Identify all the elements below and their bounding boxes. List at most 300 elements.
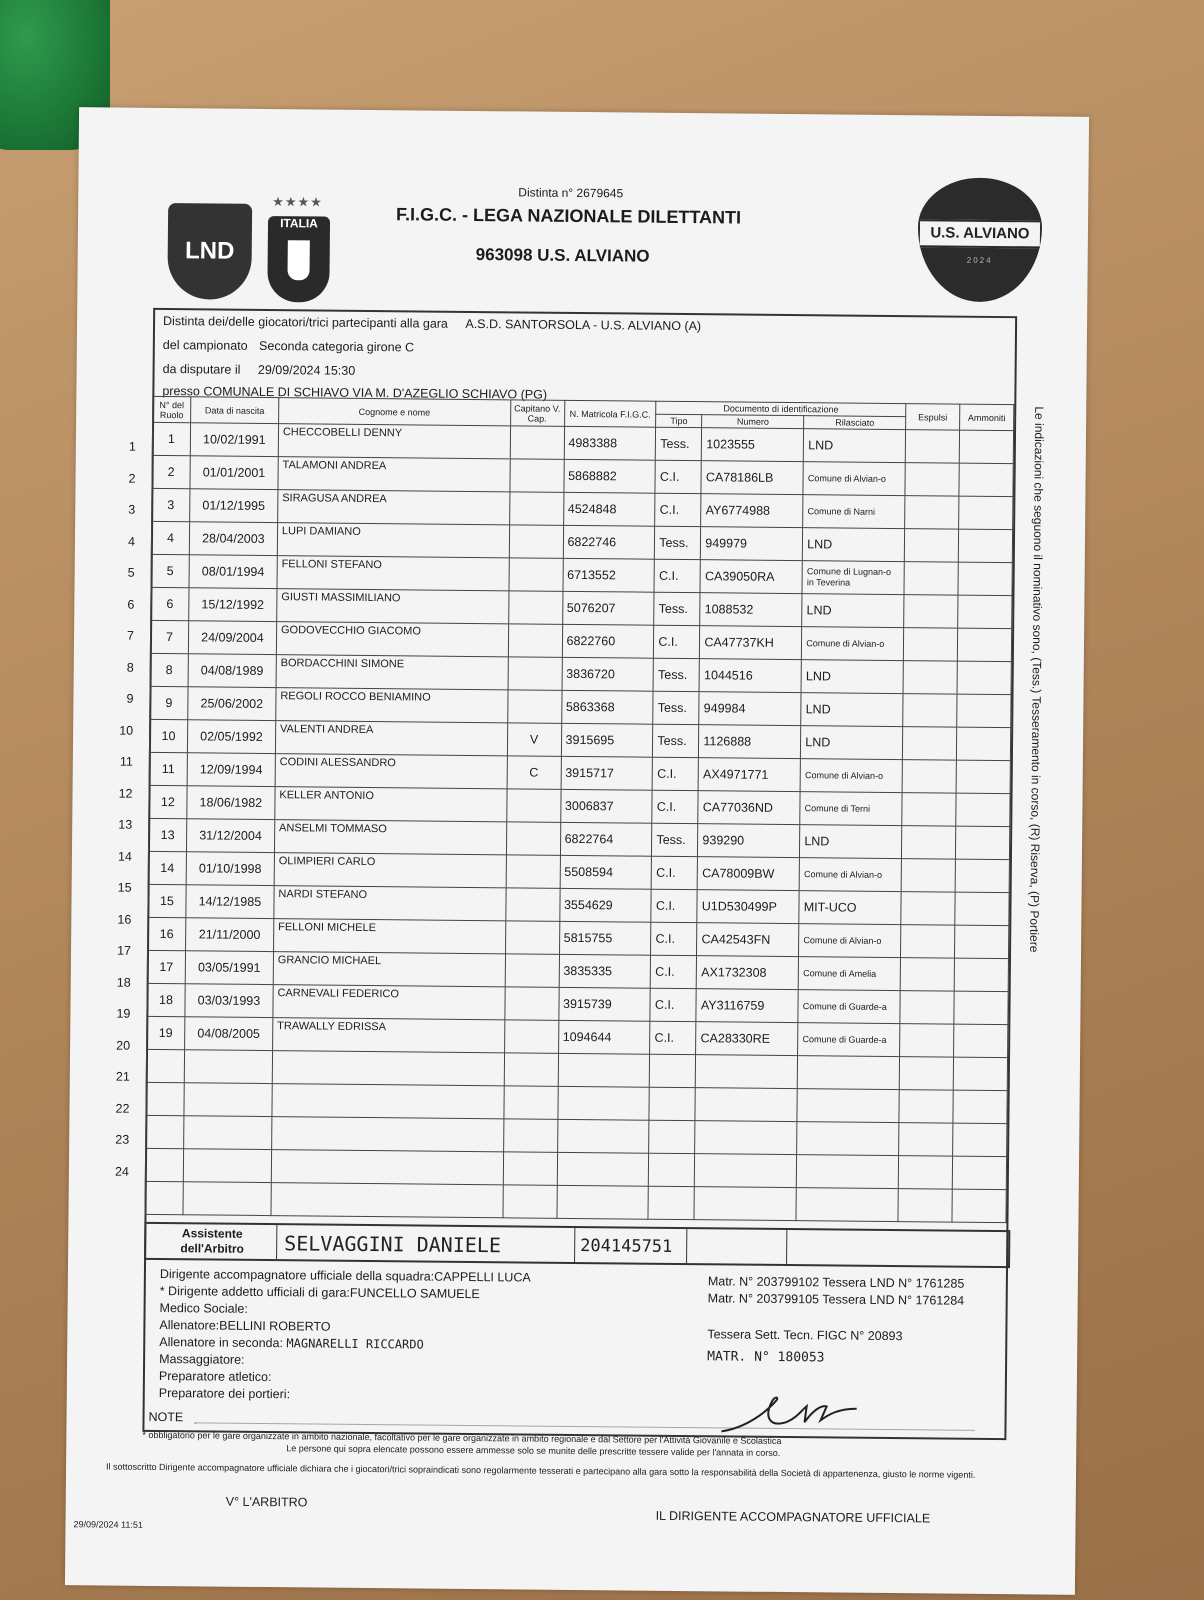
cell-capitano <box>507 690 561 724</box>
cell-nome: NARDI STEFANO <box>274 886 506 921</box>
col-tipo: Tipo <box>656 414 702 427</box>
staff-portieri: Preparatore dei portieri: <box>158 1386 291 1402</box>
cell-ruolo: 15 <box>148 884 186 917</box>
cell-nome: FELLONI MICHELE <box>273 919 505 954</box>
cell-rilasciato <box>797 1056 899 1090</box>
cell-espulsi <box>902 727 956 761</box>
staff-atletico: Preparatore atletico: <box>158 1369 272 1385</box>
cell-ammoniti <box>953 1123 1007 1157</box>
cell-nascita: 15/12/1992 <box>189 588 277 622</box>
cell-nascita: 01/10/1998 <box>186 852 274 886</box>
cell-ammoniti <box>953 1057 1007 1091</box>
print-timestamp: 29/09/2024 11:51 <box>73 1519 143 1530</box>
cell-ammoniti <box>956 727 1010 761</box>
cell-ruolo: 8 <box>150 653 188 686</box>
cell-rilasciato: Comune di Narni <box>803 495 905 529</box>
assistant-divider-3 <box>686 1229 687 1263</box>
cell-nome <box>271 1183 503 1218</box>
cell-tipo: C.I. <box>652 757 698 790</box>
cell-capitano <box>504 1053 558 1087</box>
cell-espulsi <box>905 463 959 497</box>
cell-ammoniti <box>957 661 1011 695</box>
cell-numero <box>695 1121 797 1155</box>
cell-espulsi <box>900 958 954 992</box>
cell-nome <box>272 1051 504 1086</box>
cell-ruolo: 9 <box>150 686 188 719</box>
cell-ruolo: 17 <box>147 950 185 983</box>
cell-nome: ANSELMI TOMMASO <box>274 820 506 855</box>
staff-matr <box>708 1273 965 1309</box>
cell-tipo: C.I. <box>654 625 700 658</box>
cell-matricola: 6822760 <box>562 624 654 658</box>
cell-capitano <box>505 954 559 988</box>
cell-tipo <box>649 1087 695 1120</box>
row-number: 13 <box>118 817 133 832</box>
distinta-sheet <box>65 107 1089 1595</box>
cell-espulsi <box>900 1024 954 1058</box>
cell-capitano <box>506 855 560 889</box>
cell-ruolo <box>146 1049 184 1082</box>
lnd-logo-text: LND <box>184 237 235 265</box>
cell-nome: GIUSTI MASSIMILIANO <box>277 589 509 624</box>
cell-matricola: 3836720 <box>562 657 654 691</box>
stars-icon: ★★★★ <box>272 194 323 210</box>
cell-nascita: 03/05/1991 <box>185 951 273 985</box>
cell-espulsi <box>899 1090 953 1124</box>
match-value: A.S.D. SANTORSOLA - U.S. ALVIANO (A) <box>465 316 702 334</box>
cell-nome: CHECCOBELLI DENNY <box>278 424 510 459</box>
cell-matricola: 6822746 <box>563 525 655 559</box>
staff-medico: Medico Sociale: <box>159 1301 248 1316</box>
cell-matricola: 4983388 <box>564 426 656 460</box>
row-number: 5 <box>127 565 135 580</box>
cell-numero: AY6774988 <box>701 494 803 528</box>
row-number: 2 <box>128 471 136 486</box>
cell-ammoniti <box>955 826 1009 860</box>
cell-ruolo <box>145 1181 183 1214</box>
cell-rilasciato: LND <box>801 693 903 727</box>
cell-tipo: Tess. <box>654 592 700 625</box>
cell-numero: 1023555 <box>702 428 804 462</box>
cell-nome: LUPI DAMIANO <box>277 523 509 558</box>
row-number: 16 <box>117 912 132 927</box>
cell-capitano <box>508 624 562 658</box>
championship-value: Seconda categoria girone C <box>259 338 415 355</box>
cell-tipo: Tess. <box>653 724 699 757</box>
cell-tipo: Tess. <box>656 427 702 460</box>
cell-nascita: 04/08/2005 <box>185 1017 273 1051</box>
col-capitano: Capitano V. Cap. <box>510 400 564 427</box>
cell-espulsi <box>903 694 957 728</box>
cell-nascita: 28/04/2003 <box>189 522 277 556</box>
row-number: 1 <box>128 439 136 454</box>
note-sottoscritto: Il sottoscritto Dirigente accompagnatore ufficiale dichiara che i giocatori/trici sopraindicati sono regolarmente tesserati e partecipano alla gara sotto la responsabilità della Società di appartenenza, giusto le norme vigenti. <box>106 1461 976 1480</box>
cell-rilasciato: Comune di Guarde-a <box>798 1023 900 1057</box>
cell-ammoniti <box>956 793 1010 827</box>
cell-ammoniti <box>958 595 1012 629</box>
cell-rilasciato: LND <box>801 726 903 760</box>
assistant-divider-2 <box>574 1228 575 1262</box>
cell-ammoniti <box>954 1024 1008 1058</box>
cell-matricola: 5868882 <box>563 459 655 493</box>
cell-nascita: 14/12/1985 <box>186 885 274 919</box>
cell-rilasciato: MIT-UCO <box>799 891 901 925</box>
cell-capitano: C <box>507 756 561 790</box>
cell-ammoniti <box>959 463 1013 497</box>
cell-rilasciato <box>797 1155 899 1189</box>
assistant-name: SELVAGGINI DANIELE <box>284 1231 502 1258</box>
row-number: 10 <box>119 723 134 738</box>
cell-rilasciato: LND <box>803 528 905 562</box>
document-title: F.I.G.C. - LEGA NAZIONALE DILETTANTI <box>396 204 742 228</box>
cell-espulsi <box>905 430 959 464</box>
cell-rilasciato: Comune di Alvian-o <box>799 924 901 958</box>
cell-rilasciato: LND <box>800 825 902 859</box>
cell-espulsi <box>903 661 957 695</box>
cell-capitano <box>509 492 563 526</box>
signature-icon <box>716 1391 866 1438</box>
cell-espulsi <box>901 892 955 926</box>
date-line <box>163 362 356 378</box>
cell-tipo: C.I. <box>651 922 697 955</box>
cell-capitano <box>509 558 563 592</box>
cell-nascita <box>183 1149 271 1183</box>
cell-rilasciato: Comune di Terni <box>800 792 902 826</box>
cell-matricola: 3915739 <box>558 987 650 1021</box>
row-number: 7 <box>127 628 135 643</box>
cell-capitano <box>503 1185 557 1219</box>
note-persone: Le persone qui sopra elencate possono essere ammesse solo se munite delle prescritte tessere valide per l'annata in corso. <box>286 1443 781 1458</box>
cell-rilasciato <box>797 1122 899 1156</box>
col-ruolo: N° del Ruolo <box>153 396 191 422</box>
cell-ruolo: 11 <box>149 752 187 785</box>
cell-ammoniti <box>955 859 1009 893</box>
cell-tipo <box>649 1153 695 1186</box>
cell-espulsi <box>901 859 955 893</box>
lnd-logo <box>167 203 252 300</box>
assistant-number: 204145751 <box>580 1236 673 1257</box>
cell-tipo: Tess. <box>655 526 701 559</box>
cell-nome: FELLONI STEFANO <box>277 556 509 591</box>
cell-ruolo: 19 <box>147 1016 185 1049</box>
cell-rilasciato: LND <box>801 660 903 694</box>
cell-ammoniti <box>954 991 1008 1025</box>
cell-espulsi <box>898 1156 952 1190</box>
cell-espulsi <box>899 1123 953 1157</box>
club-logo-text: U.S. ALVIANO <box>920 219 1040 248</box>
row-number: 19 <box>116 1006 131 1021</box>
cell-ruolo: 6 <box>151 587 189 620</box>
cell-tipo: C.I. <box>650 988 696 1021</box>
cell-nome: GODOVECCHIO GIACOMO <box>276 622 508 657</box>
col-matricola: N. Matricola F.I.G.C. <box>564 400 656 427</box>
cell-ruolo <box>146 1082 184 1115</box>
cell-numero: 1044516 <box>699 659 801 693</box>
cell-capitano <box>510 426 564 460</box>
cell-numero <box>694 1187 796 1221</box>
distinta-number: Distinta n° 2679645 <box>518 185 624 201</box>
assistant-label: Assistente dell'Arbitro <box>180 1226 244 1256</box>
cell-matricola: 5863368 <box>561 690 653 724</box>
cell-matricola: 1094644 <box>558 1020 650 1054</box>
matr-2: Matr. N° 203799105 Tessera LND N° 1761284 <box>707 1291 965 1308</box>
cell-nome: TALAMONI ANDREA <box>278 457 510 492</box>
cell-nascita <box>184 1050 272 1084</box>
cell-capitano <box>506 822 560 856</box>
cell-nascita <box>184 1083 272 1117</box>
cell-tipo: C.I. <box>655 460 701 493</box>
cell-rilasciato: LND <box>802 594 904 628</box>
cell-espulsi <box>904 562 958 596</box>
col-nome: Cognome e nome <box>278 398 510 426</box>
cell-espulsi <box>902 760 956 794</box>
cell-ruolo: 14 <box>148 851 186 884</box>
cell-matricola <box>556 1185 648 1219</box>
cell-ammoniti <box>956 760 1010 794</box>
cell-espulsi <box>899 1057 953 1091</box>
cell-ruolo: 1 <box>152 422 190 455</box>
cell-numero: 939290 <box>698 824 800 858</box>
row-number: 8 <box>126 660 134 675</box>
cell-capitano <box>504 987 558 1021</box>
matr-handwritten: MATR. N° 180053 <box>707 1349 825 1366</box>
dirigente-sign: IL DIRIGENTE ACCOMPAGNATORE UFFICIALE <box>655 1508 931 1526</box>
cell-numero: CA42543FN <box>697 923 799 957</box>
col-rilasciato: Rilasciato <box>804 416 906 430</box>
cell-nascita: 04/08/1989 <box>188 654 276 688</box>
cell-ruolo: 16 <box>148 917 186 950</box>
row-number: 24 <box>114 1164 129 1179</box>
cell-nome <box>272 1084 504 1119</box>
cell-espulsi <box>903 628 957 662</box>
cell-capitano <box>504 1020 558 1054</box>
col-espulsi: Espulsi <box>906 404 960 431</box>
cell-matricola: 3915717 <box>561 756 653 790</box>
cell-matricola: 3915695 <box>561 723 653 757</box>
col-documento: Documento di identificazione <box>656 401 906 416</box>
cell-tipo <box>649 1120 695 1153</box>
cell-nascita <box>183 1182 271 1216</box>
cell-nascita: 02/05/1992 <box>187 720 275 754</box>
cell-matricola <box>557 1152 649 1186</box>
side-note: Le indicazioni che seguono il nominativo sono, (Tess.) Tesseramento in corso, (R) Riserva, (P) Portiere <box>1027 406 1047 953</box>
cell-ruolo: 5 <box>151 554 189 587</box>
cell-ammoniti <box>958 529 1012 563</box>
row-number: 22 <box>115 1101 130 1116</box>
cell-tipo <box>650 1054 696 1087</box>
venue-line: presso COMUNALE DI SCHIAVO VIA M. D'AZEGLIO SCHIAVO (PG) <box>162 383 548 402</box>
cell-capitano <box>503 1119 557 1153</box>
cell-numero: CA28330RE <box>696 1022 798 1056</box>
cell-espulsi <box>902 793 956 827</box>
cell-matricola <box>558 1053 650 1087</box>
cell-tipo: Tess. <box>653 691 699 724</box>
cell-rilasciato: Comune di Alvian-o <box>803 462 905 496</box>
cell-nascita: 24/09/2004 <box>188 621 276 655</box>
cell-numero: 1088532 <box>700 593 802 627</box>
staff-dirigente: Dirigente accompagnatore ufficiale della squadra:CAPPELLI LUCA <box>159 1267 531 1285</box>
cell-numero: 1126888 <box>699 725 801 759</box>
cell-capitano <box>505 921 559 955</box>
cell-ammoniti <box>953 1090 1007 1124</box>
row-number: 15 <box>117 880 132 895</box>
cell-matricola: 6822764 <box>560 822 652 856</box>
cell-matricola: 3835335 <box>559 954 651 988</box>
row-number: 14 <box>117 849 132 864</box>
players-table <box>144 396 1014 1223</box>
cell-matricola: 4524848 <box>563 492 655 526</box>
col-ammoniti: Ammoniti <box>960 404 1014 431</box>
cell-numero: CA78186LB <box>701 461 803 495</box>
cell-numero: CA39050RA <box>700 560 802 594</box>
cell-espulsi <box>904 529 958 563</box>
date-value: 29/09/2024 15:30 <box>257 362 356 378</box>
cell-nome: KELLER ANTONIO <box>275 787 507 822</box>
arbitro-sign: V° L'ARBITRO <box>225 1494 308 1510</box>
player-rows <box>145 422 1014 1222</box>
cell-espulsi <box>898 1189 952 1223</box>
cell-capitano <box>508 591 562 625</box>
staff-allenatore: Allenatore:BELLINI ROBERTO <box>159 1318 331 1334</box>
staff-allenatore2-hand: MAGNARELLI RICCARDO <box>286 1336 424 1352</box>
cell-ruolo: 10 <box>149 719 187 752</box>
italia-stripe <box>287 240 309 280</box>
cell-nascita <box>184 1116 272 1150</box>
cell-ammoniti <box>957 628 1011 662</box>
row-number: 3 <box>128 502 136 517</box>
cell-nome: VALENTI ANDREA <box>275 721 507 756</box>
cell-tipo <box>648 1186 694 1219</box>
cell-nome <box>271 1150 503 1185</box>
cell-rilasciato: Comune di Alvian-o <box>800 759 902 793</box>
cell-ruolo: 2 <box>152 455 190 488</box>
cell-espulsi <box>902 826 956 860</box>
club-logo-year: 2024 <box>966 255 993 265</box>
cell-ruolo: 12 <box>149 785 187 818</box>
cell-ammoniti <box>955 892 1009 926</box>
row-number: 23 <box>115 1132 130 1147</box>
cell-espulsi <box>900 991 954 1025</box>
cell-ammoniti <box>952 1156 1006 1190</box>
cell-nascita: 01/01/2001 <box>190 456 278 490</box>
cell-capitano <box>506 789 560 823</box>
cell-rilasciato <box>797 1089 899 1123</box>
cell-ammoniti <box>959 430 1013 464</box>
cell-ammoniti <box>957 694 1011 728</box>
cell-nome: BORDACCHINI SIMONE <box>276 655 508 690</box>
row-number: 4 <box>127 534 136 549</box>
cell-rilasciato: Comune di Lugnan-o in Teverina <box>802 561 904 595</box>
cell-numero: AX4971771 <box>698 758 800 792</box>
cell-nome <box>271 1117 503 1152</box>
cell-nascita: 10/02/1991 <box>190 423 278 457</box>
note-label: NOTE <box>148 1409 184 1425</box>
cell-matricola: 3554629 <box>559 888 651 922</box>
cell-ammoniti <box>959 496 1013 530</box>
cell-ammoniti <box>958 562 1012 596</box>
row-number: 18 <box>116 975 131 990</box>
staff-block <box>159 1266 531 1406</box>
row-number: 6 <box>127 597 135 612</box>
cell-ammoniti <box>954 958 1008 992</box>
cell-numero: AY3116759 <box>696 989 798 1023</box>
cell-tipo: C.I. <box>652 790 698 823</box>
row-number: 11 <box>119 754 133 769</box>
cell-numero <box>695 1088 797 1122</box>
championship-label: del campionato <box>162 338 248 353</box>
cell-nome: CODINI ALESSANDRO <box>275 754 507 789</box>
club-heading: 963098 U.S. ALVIANO <box>475 245 650 266</box>
cell-nome: OLIMPIERI CARLO <box>274 853 506 888</box>
cell-rilasciato: LND <box>804 429 906 463</box>
cell-capitano <box>504 1086 558 1120</box>
match-label: Distinta dei/delle giocatori/trici partecipanti alla gara <box>163 314 448 331</box>
cell-matricola: 6713552 <box>563 558 655 592</box>
date-label: da disputare il <box>162 362 241 377</box>
staff-massaggiatore: Massaggiatore: <box>159 1352 245 1367</box>
cell-numero: CA77036ND <box>698 791 800 825</box>
cell-tipo: C.I. <box>651 955 697 988</box>
cell-matricola <box>557 1119 649 1153</box>
cell-nascita: 12/09/1994 <box>187 753 275 787</box>
cell-rilasciato: Comune di Alvian-o <box>802 627 904 661</box>
assistant-divider-4 <box>786 1230 787 1264</box>
cell-tipo: C.I. <box>651 889 697 922</box>
cell-numero <box>695 1154 797 1188</box>
cell-matricola <box>557 1086 649 1120</box>
cell-numero: 949979 <box>701 527 803 561</box>
cell-nascita: 31/12/2004 <box>186 819 274 853</box>
cell-nome: TRAWALLY EDRISSA <box>272 1018 504 1053</box>
row-number: 9 <box>126 691 134 706</box>
row-number: 21 <box>115 1069 130 1084</box>
cell-numero <box>696 1055 798 1089</box>
cell-nome: CARNEVALI FEDERICO <box>273 985 505 1020</box>
cell-rilasciato: Comune di Alvian-o <box>799 858 901 892</box>
cell-ruolo: 7 <box>150 620 188 653</box>
cell-nascita: 01/12/1995 <box>190 489 278 523</box>
cell-nascita: 08/01/1994 <box>189 555 277 589</box>
cell-capitano <box>510 459 564 493</box>
cell-numero: 949984 <box>699 692 801 726</box>
cell-ruolo <box>146 1115 184 1148</box>
championship-line <box>163 338 414 354</box>
assistant-divider <box>276 1225 277 1259</box>
row-number: 20 <box>116 1038 131 1053</box>
col-numero: Numero <box>702 415 804 429</box>
cell-rilasciato: Comune di Guarde-a <box>798 990 900 1024</box>
cell-ruolo: 4 <box>151 521 189 554</box>
staff-addetto: * Dirigente addetto ufficiali di gara:FUNCELLO SAMUELE <box>159 1284 480 1302</box>
tessera-tecnica: Tessera Sett. Tecn. FIGC N° 20893 <box>707 1327 903 1344</box>
cell-matricola: 5815755 <box>559 921 651 955</box>
cell-tipo: C.I. <box>650 1021 696 1054</box>
cell-ruolo <box>145 1148 183 1181</box>
cell-nome: GRANCIO MICHAEL <box>273 952 505 987</box>
cell-ammoniti <box>952 1189 1006 1223</box>
cell-nascita: 03/03/1993 <box>185 984 273 1018</box>
cell-numero: CA47737KH <box>700 626 802 660</box>
cell-tipo: Tess. <box>653 658 699 691</box>
cell-tipo: C.I. <box>655 493 701 526</box>
cell-capitano <box>509 525 563 559</box>
cell-capitano: V <box>507 723 561 757</box>
cell-nascita: 25/06/2002 <box>188 687 276 721</box>
cell-ruolo: 3 <box>152 488 190 521</box>
italia-logo-text: ITALIA <box>280 216 318 231</box>
cell-ruolo: 18 <box>147 983 185 1016</box>
cell-espulsi <box>904 595 958 629</box>
